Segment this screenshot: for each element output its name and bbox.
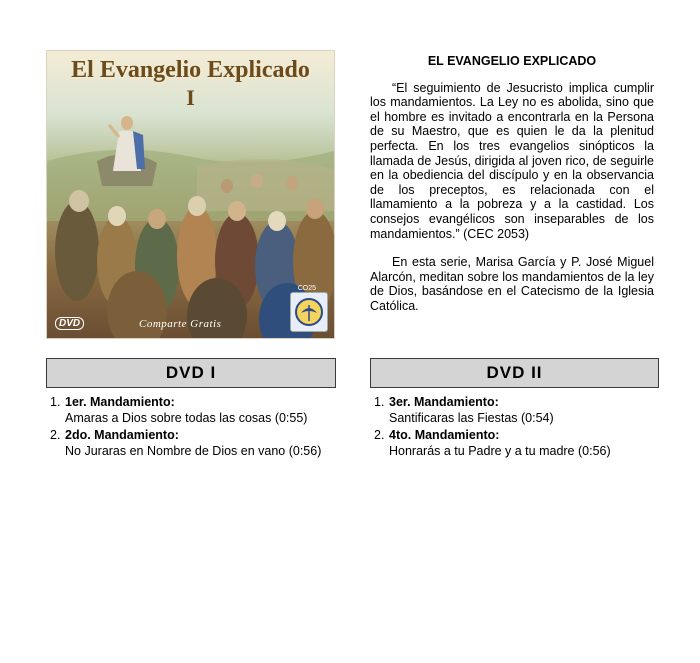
cover-title: El Evangelio Explicado — [71, 57, 310, 83]
cover-volume-numeral: I — [186, 85, 195, 110]
mandamiento-description: Amaras a Dios sobre todas las cosas (0:55) — [65, 410, 308, 425]
mandamiento-description: No Juraras en Nombre de Dios en vano (0:56) — [65, 443, 322, 458]
mandamiento-description: Santificaras las Fiestas (0:54) — [389, 410, 554, 425]
list-item — [50, 395, 330, 426]
list-item — [50, 428, 330, 459]
mandamiento-title: 4to. Mandamiento: — [389, 428, 500, 443]
dvd-1-header: DVD I — [46, 358, 336, 388]
mandamiento-title: 1er. Mandamiento: — [65, 395, 175, 409]
track-number: 2. — [50, 428, 61, 443]
series-description: En esta serie, Marisa García y P. José Miguel Alarcón, meditan sobre los mandamientos de la ley de Dios, basándose en el Catecismo de la Iglesia Católica. — [370, 255, 654, 313]
track-number: 2. — [374, 428, 385, 443]
mandamiento-title: 2do. Mandamiento: — [65, 428, 179, 443]
dvd-1-tracklist — [50, 395, 330, 461]
dvd-2-header: DVD II — [370, 358, 659, 388]
cover-code: CO25 — [297, 285, 316, 292]
dove-emblem-icon — [290, 292, 328, 332]
description-heading: EL EVANGELIO EXPLICADO — [427, 54, 597, 68]
list-item — [374, 395, 654, 426]
mandamiento-title: 3er. Mandamiento: — [389, 395, 499, 409]
mandamiento-description: Honrarás a tu Padre y a tu madre (0:56) — [389, 443, 611, 458]
track-number: 1. — [374, 395, 385, 409]
list-item — [374, 428, 654, 459]
share-free-text: Comparte Gratis — [139, 318, 222, 330]
dvd-2-tracklist — [374, 395, 654, 461]
description-block — [370, 54, 654, 328]
track-number: 1. — [50, 395, 61, 409]
dvd-logo: DVD — [55, 317, 84, 330]
dvd-cover-image — [46, 50, 335, 339]
catechism-quote: “El seguimiento de Jesucristo implica cumplir los mandamientos. La Ley no es abolida, sino que el hombre es invitado a encontrarla en la Persona de su Maestro, que es quien le da la plenitud perfecta. En los tres evangelios sinópticos la llamada de Jesús, dirigida al joven rico, de seguirle en la obediencia del discípulo y en la observancia de los preceptos, es relacionada con el llamamiento a la pobreza y a la castidad. Los consejos evangélicos son inseparables de los mandamientos.” (CEC 2053) — [370, 80, 654, 241]
